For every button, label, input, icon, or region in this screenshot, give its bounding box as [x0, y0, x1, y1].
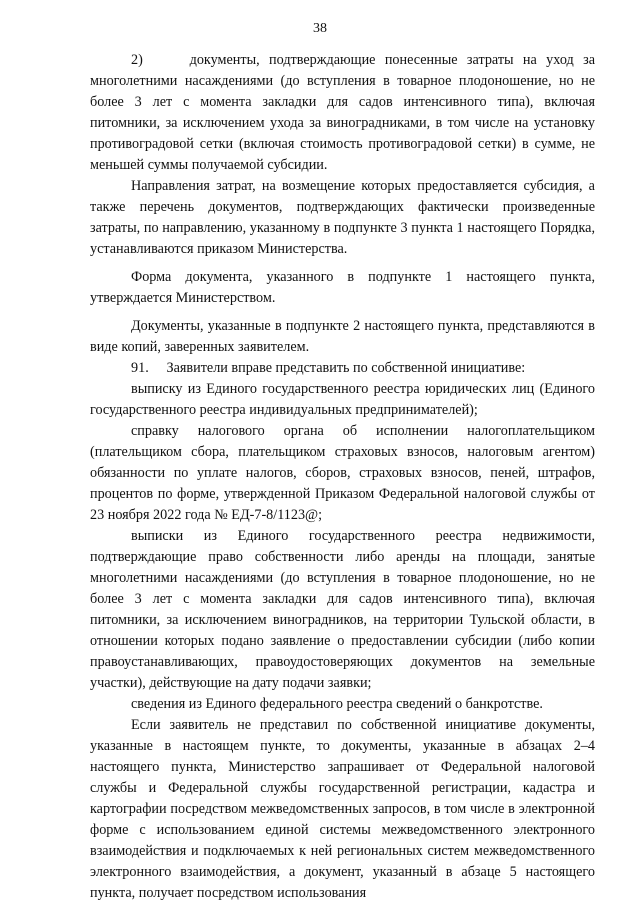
paragraph-cost-directions: Направления затрат, на возмещение которых предоставляется субсидия, а также перечень документов, подтверждающих фактически произведенные затраты, по направлению, указанному в подпункте 3 пункта 1 настоящего Порядка, устанавливаются приказом Министерства.	[90, 178, 595, 257]
paragraph-tax-certificate: справку налогового органа об исполнении налогоплательщиком (плательщиком сбора, плательщиком страховых взносов, налоговым агентом) обязанности по уплате налогов, сборов, страховых взносов, пеней, штрафов, процентов по форме, утвержденной Приказом Федеральной налоговой службы от 23 ноября 2022 года № ЕД-7-8/1123@;	[90, 423, 595, 523]
paragraph-document-form: Форма документа, указанного в подпункте 1 настоящего пункта, утверждается Министерством.	[90, 269, 595, 306]
paragraph-bankruptcy-registry: сведения из Единого федерального реестра сведений о банкротстве.	[131, 696, 543, 712]
document-body	[90, 50, 595, 904]
paragraph-subitem-2-documents: 2) документы, подтверждающие понесенные затраты на уход за многолетними насаждениями (до вступления в товарное плодоношение, но не более 3 лет с момента закладки для садов интенсивного типа), включая питомники, за исключением ухода за виноградниками, в том числе на установку противоградовой сетки (включая стоимость противоградовой сетки) в сумме, не меньшей суммы получаемой субсидии.	[90, 52, 595, 173]
page-number: 38	[313, 21, 327, 36]
paragraph-legal-entities-extract: выписку из Единого государственного реестра юридических лиц (Единого государственного реестра индивидуальных предпринимателей);	[90, 381, 595, 418]
paragraph-real-estate-extracts: выписки из Единого государственного реестра недвижимости, подтверждающие право собственности либо аренды на площади, занятые многолетними насаждениями (до вступления в товарное плодоношение, но не более 3 лет с момента закладки для садов интенсивного типа), включая питомники, за исключением виноградников, на территории Тульской области, в отношении которых подано заявление о предоставлении субсидии (либо копии правоустанавливающих, правоудостоверяющих документов на земельные участки), действующие на дату подачи заявки;	[90, 528, 595, 691]
paragraph-copies: Документы, указанные в подпункте 2 настоящего пункта, представляются в виде копий, заверенных заявителем.	[90, 318, 595, 355]
paragraph-interagency-requests: Если заявитель не представил по собственной инициативе документы, указанные в настоящем пункте, то документы, указанные в абзацах 2–4 настоящего пункта, Министерство запрашивает от Федеральной налоговой службы и Федеральной службы государственной регистрации, кадастра и картографии посредством межведомственных запросов, в том числе в электронной форме с использованием единой системы межведомственного электронного взаимодействия и подключаемых к ней региональных систем межведомственного электронного взаимодействия, а документ, указанный в абзаце 5 настоящего пункта, получает посредством использования	[90, 717, 595, 901]
paragraph-item-91: 91. Заявители вправе представить по собственной инициативе:	[131, 360, 526, 376]
